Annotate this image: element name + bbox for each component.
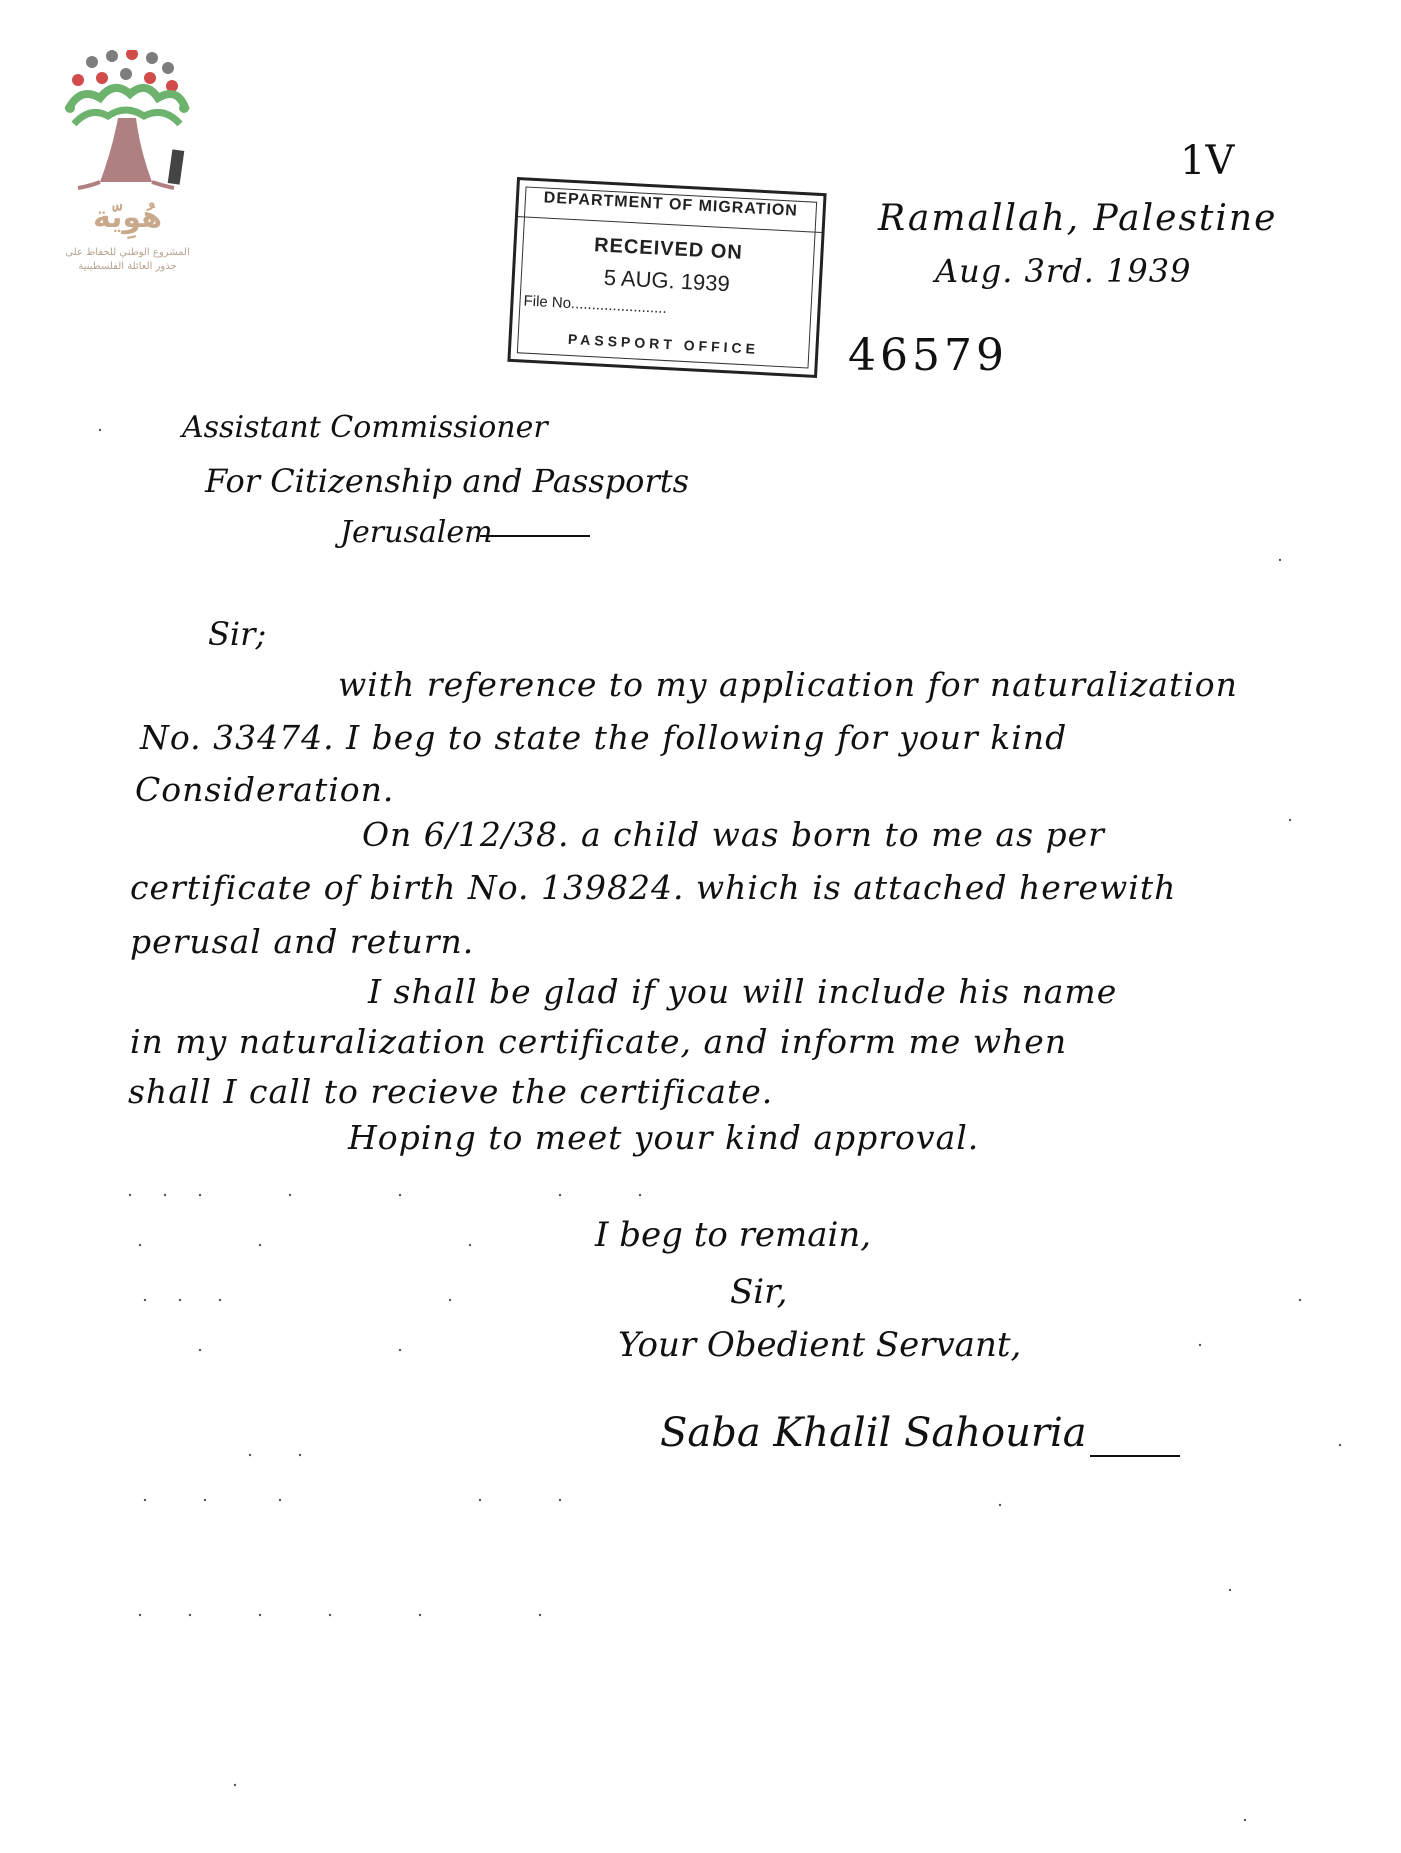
body-line: with reference to my application for naturalization xyxy=(338,665,1238,704)
address-line-1: Assistant Commissioner xyxy=(182,410,548,445)
closing-line-3: Your Obedient Servant, xyxy=(618,1325,1022,1365)
document-number: 46579 xyxy=(848,330,1008,381)
body-line: shall I call to recieve the certificate. xyxy=(128,1072,774,1111)
stamp-department: DEPARTMENT OF MIGRATION xyxy=(543,189,799,220)
body-line: On 6/12/38. a child was born to me as per xyxy=(362,815,1105,854)
logo-caption-line1: المشروع الوطني للحفاظ على xyxy=(65,247,190,258)
closing-line-2: Sir, xyxy=(730,1272,788,1312)
address-line-2: For Citizenship and Passports xyxy=(205,462,690,500)
body-line: certificate of birth No. 139824. which is attached herewith xyxy=(130,868,1177,907)
logo-word: هُوِيّة xyxy=(92,200,163,235)
letter-date: Aug. 3rd. 1939 xyxy=(935,252,1192,290)
logo-caption-line2: جذور العائلة الفلسطينية xyxy=(78,261,177,272)
letter-place: Ramallah, Palestine xyxy=(878,198,1278,239)
corner-mark: 1V xyxy=(1180,138,1235,184)
body-line: Consideration. xyxy=(135,770,395,809)
address-line-3: Jerusalem xyxy=(340,515,493,550)
stamp-received-on: RECEIVED ON xyxy=(593,234,744,264)
body-line: No. 33474. I beg to state the following for your kind xyxy=(140,718,1068,757)
signature: Saba Khalil Sahouria xyxy=(660,1410,1087,1456)
stamp-office: PASSPORT OFFICE xyxy=(567,330,760,357)
body-line: perusal and return. xyxy=(130,922,475,961)
body-line: in my naturalization certificate, and inform me when xyxy=(130,1022,1068,1061)
stamp-date: 5 AUG. 1939 xyxy=(603,264,731,297)
body-line: I shall be glad if you will include his name xyxy=(368,972,1118,1011)
body-line: Hoping to meet your kind approval. xyxy=(348,1118,980,1157)
salutation: Sir; xyxy=(208,615,267,653)
closing-line-1: I beg to remain, xyxy=(595,1215,872,1255)
stamp-file-no: File No....................... xyxy=(523,292,668,318)
